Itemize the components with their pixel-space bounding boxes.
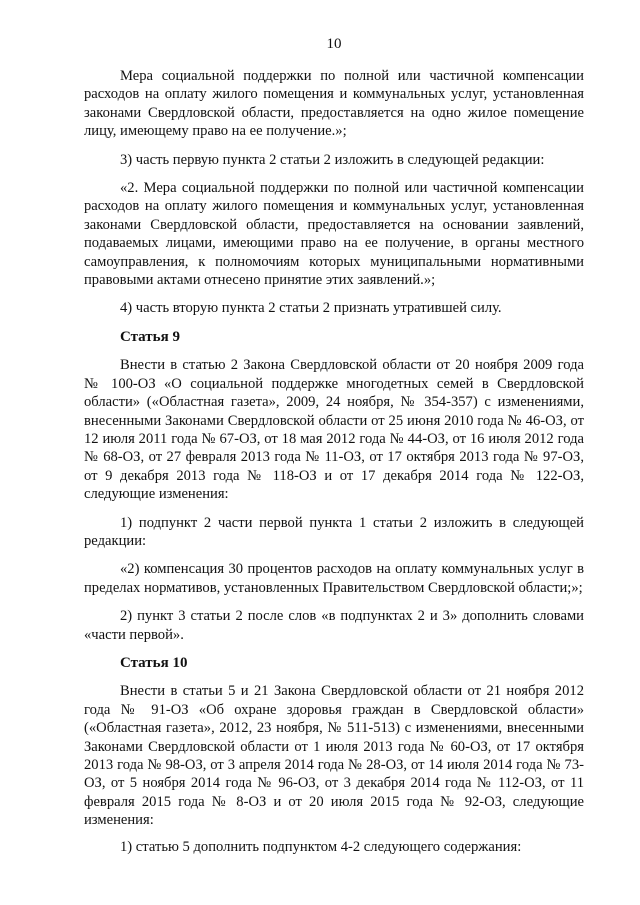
page-number: 10 [326, 36, 342, 52]
paragraph: Внести в статью 2 Закона Свердловской области от 20 ноября 2009 года № 100-ОЗ «О социальной поддержке многодетных семей в Свердловской области» («Областная газета», 2009, 24 ноября, № 354-357) с изменениями, внесенными Законами Свердловской области от 25 июня 2010 года № 46-ОЗ, от 12 июля 2011 года № 67-ОЗ, от 18 мая 2012 года № 44-ОЗ, от 16 июля 2012 года № 68-ОЗ, от 27 февраля 2013 года № 11-ОЗ, от 17 октября 2013 года № 97-ОЗ, от 9 декабря 2013 года № 118-ОЗ и от 17 декабря 2014 года № 122-ОЗ, следующие изменения: [84, 357, 584, 503]
paragraph: 2) пункт 3 статьи 2 после слов «в подпунктах 2 и 3» дополнить словами «части первой». [84, 608, 584, 643]
paragraph: 1) статью 5 дополнить подпунктом 4-2 следующего содержания: [120, 838, 522, 855]
paragraph: «2) компенсация 30 процентов расходов на оплату коммунальных услуг в пределах нормативов, установленных Правительством Свердловской области;»; [84, 561, 584, 596]
paragraph: Мера социальной поддержки по полной или частичной компенсации расходов на оплату жилого помещения и коммунальных услуг, установленная законами Свердловской области, предоставляется на одно жилое помещение лицу, имеющему право на ее получение.»; [84, 68, 584, 140]
article-heading: Статья 10 [120, 654, 188, 671]
paragraph: Внести в статьи 5 и 21 Закона Свердловской области от 21 ноября 2012 года № 91-ОЗ «Об охране здоровья граждан в Свердловской области» («Областная газета», 2012, 23 ноября, № 511-513) с изменениями, внесенными Законами Свердловской области от 1 июля 2013 года № 60-ОЗ, от 17 октября 2013 года № 98-ОЗ, от 3 апреля 2014 года № 28-ОЗ, от 14 июля 2014 года № 73-ОЗ, от 5 ноября 2014 года № 96-ОЗ, от 3 декабря 2014 года № 112-ОЗ, от 11 февраля 2015 года № 8-ОЗ и от 20 июля 2015 года № 92-ОЗ, следующие изменения: [84, 683, 584, 829]
paragraph: 4) часть вторую пункта 2 статьи 2 признать утратившей силу. [120, 300, 502, 317]
article-heading: Статья 9 [120, 328, 180, 345]
paragraph: 3) часть первую пункта 2 статьи 2 изложить в следующей редакции: [120, 151, 545, 168]
paragraph: 1) подпункт 2 части первой пункта 1 статьи 2 изложить в следующей редакции: [84, 514, 584, 549]
paragraph: «2. Мера социальной поддержки по полной или частичной компенсации расходов на оплату жилого помещения и коммунальных услуг, установленная законами Свердловской области, предоставляется на основании заявлений, подаваемых лицами, имеющими право на ее получение, в органы местного самоуправления, к полномочиям которых муниципальными нормативными правовыми актами отнесено принятие этих заявлений.»; [84, 180, 584, 289]
